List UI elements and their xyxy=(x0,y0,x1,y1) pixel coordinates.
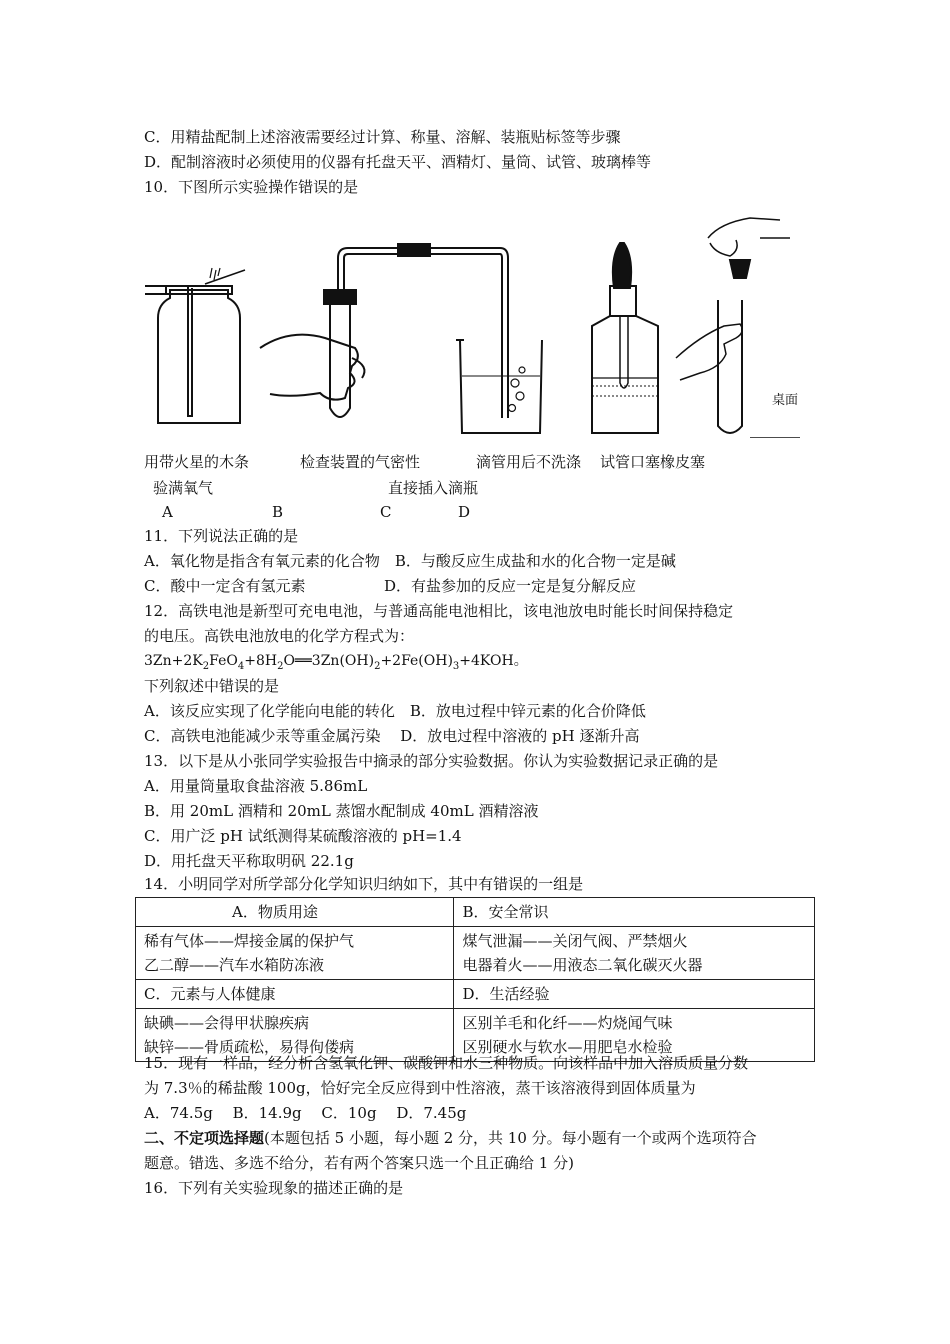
section2-header xyxy=(144,1128,757,1148)
q11-option-d: D．有盐参加的反应一定是复分解反应 xyxy=(384,577,637,595)
section2-desc-line2: 题意。错选、多选不给分，若有两个答案只选一个且正确给 1 分) xyxy=(144,1154,574,1172)
section2-desc: (本题包括 5 小题，每小题 2 分，共 10 分。每小题有一个或两个选项符合 xyxy=(264,1129,757,1147)
q14-d-body: 区别羊毛和化纤——灼烧闻气味 区别硬水与软水—用肥皂水检验 xyxy=(454,1009,815,1062)
q9-option-d: D．配制溶液时必须使用的仪器有托盘天平、酒精灯、量筒、试管、玻璃棒等 xyxy=(144,153,652,171)
figure-b-airtightness xyxy=(260,244,542,433)
q14-stem: 14．小明同学对所学部分化学知识归纳如下，其中有错误的一组是 xyxy=(144,875,584,893)
q12-options-ab: A．该反应实现了化学能向电能的转化 B．放电过程中锌元素的化合价降低 xyxy=(144,702,646,720)
caption-a-line1: 用带火星的木条 xyxy=(144,453,250,471)
figure-a-gas-bottle xyxy=(145,268,245,423)
q10-stem: 10．下图所示实验操作错误的是 xyxy=(144,178,359,196)
section2-title: 二、不定项选择题 xyxy=(144,1129,265,1147)
q13-option-c: C．用广泛 pH 试纸测得某硫酸溶液的 pH=1.4 xyxy=(144,827,462,845)
q11-stem: 11．下列说法正确的是 xyxy=(144,527,299,545)
figure-letter-c: C xyxy=(380,503,392,521)
caption-c-line1: 滴管用后不洗涤 xyxy=(476,453,582,471)
q14-table xyxy=(135,897,815,1062)
q14-c-body: 缺碘——会得甲状腺疾病 缺锌——骨质疏松，易得佝偻病 xyxy=(136,1009,454,1062)
figure-letter-d: D xyxy=(458,503,471,521)
caption-d: 试管口塞橡皮塞 xyxy=(600,453,706,471)
desk-label: 桌面 xyxy=(772,393,799,408)
q15-stem-line1: 15．现有一样品，经分析含氢氧化钾、碳酸钾和水三种物质。向该样品中加入溶质质量分数 xyxy=(144,1054,749,1072)
q16-stem: 16．下列有关实验现象的描述正确的是 xyxy=(144,1179,404,1197)
caption-b: 检查装置的气密性 xyxy=(300,453,421,471)
caption-c-line2: 直接插入滴瓶 xyxy=(388,479,479,497)
q14-a-body: 稀有气体——焊接金属的保护气 乙二醇——汽车水箱防冻液 xyxy=(136,927,454,980)
q12-stem-line3: 下列叙述中错误的是 xyxy=(144,677,280,695)
q14-a-head: A．物质用途 xyxy=(136,898,454,927)
q13-option-a: A．用量筒量取食盐溶液 5.86mL xyxy=(144,777,368,795)
q10-figure xyxy=(140,198,820,438)
q15-options: A．74.5g B．14.9g C．10g D．7.45g xyxy=(144,1104,467,1122)
q14-d-head: D．生活经验 xyxy=(454,980,815,1009)
q14-c-head: C．元素与人体健康 xyxy=(136,980,454,1009)
q15-stem-line2: 为 7.3％的稀盐酸 100g，恰好完全反应得到中性溶液，蒸干该溶液得到固体质量为 xyxy=(144,1079,696,1097)
q9-option-c: C．用精盐配制上述溶液需要经过计算、称量、溶解、装瓶贴标签等步骤 xyxy=(144,128,621,146)
q12-equation: $3Zn+2K_2FeO_4+8H_2O══3Zn(OH)_2+2Fe(OH)_3+4KOH$。 xyxy=(144,653,528,672)
q13-stem: 13．以下是从小张同学实验报告中摘录的部分实验数据。你认为实验数据记录正确的是 xyxy=(144,752,719,770)
q11-option-c: C．酸中一定含有氢元素 xyxy=(144,577,306,595)
q13-option-d: D．用托盘天平称取明矾 22.1g xyxy=(144,852,354,870)
figure-letter-b: B xyxy=(272,503,284,521)
figure-c-dropper-bottle xyxy=(592,243,658,433)
q14-b-head: B．安全常识 xyxy=(454,898,815,927)
q14-b-body: 煤气泄漏——关闭气阀、严禁烟火 电器着火——用液态二氧化碳灭火器 xyxy=(454,927,815,980)
q11-options-ab: A．氧化物是指含有氧元素的化合物 B．与酸反应生成盐和水的化合物一定是碱 xyxy=(144,552,676,570)
figure-letter-a: A xyxy=(162,503,173,521)
q12-stem-line1: 12．高铁电池是新型可充电电池，与普通高能电池相比，该电池放电时能长时间保持稳定 xyxy=(144,602,734,620)
q12-options-cd: C．高铁电池能减少汞等重金属污染 D．放电过程中溶液的 pH 逐渐升高 xyxy=(144,727,640,745)
q12-stem-line2: 的电压。高铁电池放电的化学方程式为： xyxy=(144,627,415,645)
q13-option-b: B．用 20mL 酒精和 20mL 蒸馏水配制成 40mL 酒精溶液 xyxy=(144,802,539,820)
caption-a-line2: 验满氧气 xyxy=(153,479,214,497)
